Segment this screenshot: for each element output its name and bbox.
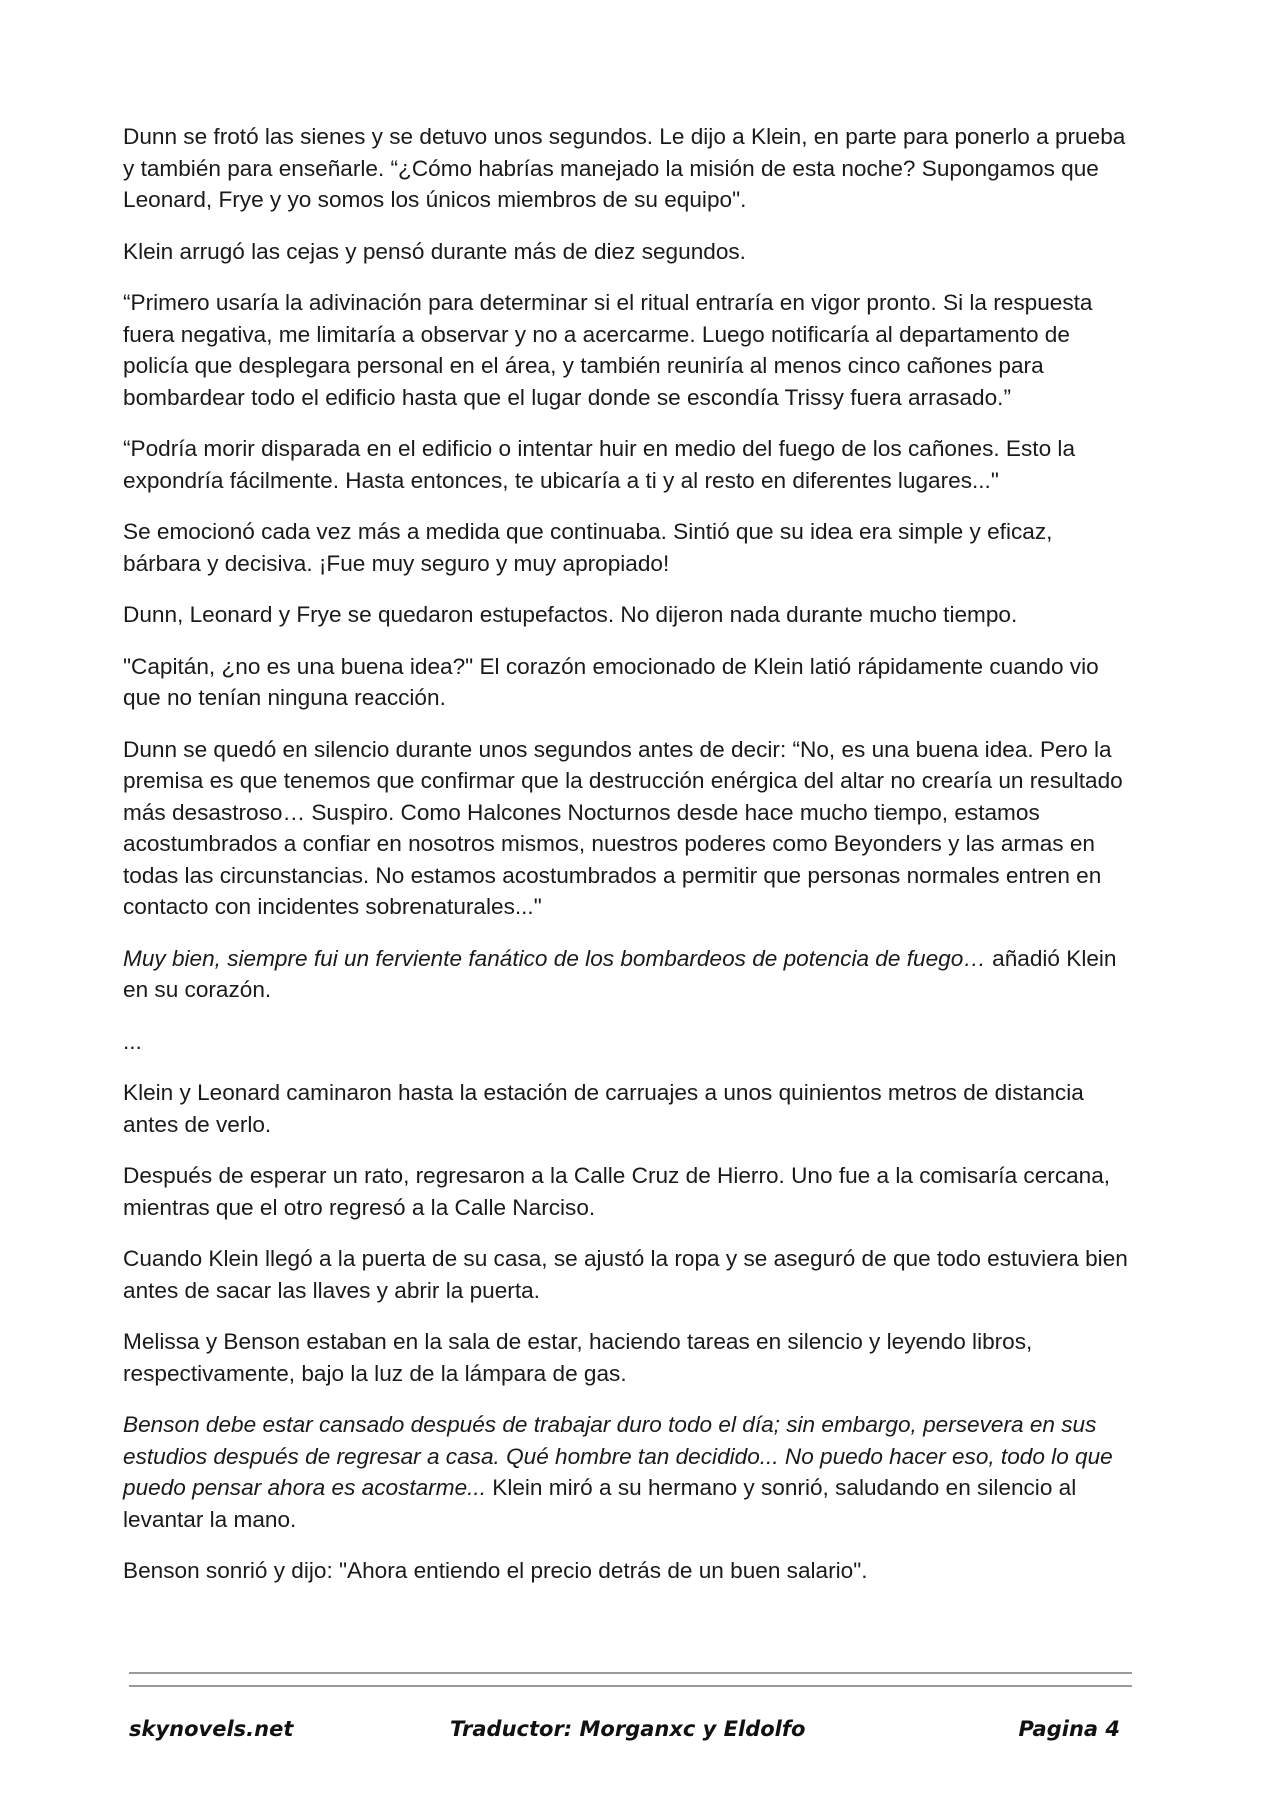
paragraph-2: Klein arrugó las cejas y pensó durante más de diez segundos. bbox=[123, 238, 746, 264]
inner-thought-text: Benson debe estar cansado después de trabajar duro todo el día; sin embargo, persevera en sus estudios después de regresar a casa. Qué hombre tan decidido... No puedo hacer eso, todo lo que puedo pensar ahora es acostarme... bbox=[123, 1412, 1113, 1500]
paragraph-8: Dunn se quedó en silencio durante unos segundos antes de decir: “No, es una buena idea. Pero la premisa es que tenemos que confirmar que la destrucción enérgica del altar no crearía un resultado más desastroso… Suspiro. Como Halcones Nocturnos desde hace mucho tiempo, estamos acostumbrados a confiar en nosotros mismos, nuestros poderes como Beyonders y las armas en todas las circunstancias. No estamos acostumbrados a permitir que personas normales entren en contacto con incidentes sobrenaturales..." bbox=[123, 736, 1123, 919]
paragraph-4: “Podría morir disparada en el edificio o intentar huir en medio del fuego de los cañones. Esto la expondría fácilmente. Hasta entonces, te ubicaría a ti y al resto en diferentes lugares..." bbox=[123, 436, 1076, 493]
paragraph-16: Benson sonrió y dijo: "Ahora entiendo el precio detrás de un buen salario". bbox=[123, 1558, 868, 1583]
footer-translator-credit: Traductor: Morganxc y Eldolfo bbox=[450, 1717, 806, 1741]
footer-divider-top bbox=[129, 1672, 1132, 1674]
inner-thought-text: Muy bien, siempre fui un ferviente fanático de los bombardeos de potencia de fuego… bbox=[123, 945, 986, 971]
paragraph-13: Cuando Klein llegó a la puerta de su casa, se ajustó la ropa y se aseguró de que todo estuviera bien antes de sacar las llaves y abrir la puerta. bbox=[123, 1246, 1128, 1303]
paragraph-12: Después de esperar un rato, regresaron a la Calle Cruz de Hierro. Uno fue a la comisaría cercana, mientras que el otro regresó a la Calle Narciso. bbox=[123, 1163, 1111, 1220]
paragraph-5: Se emocionó cada vez más a medida que continuaba. Sintió que su idea era simple y eficaz, bárbara y decisiva. ¡Fue muy seguro y muy apropiado! bbox=[123, 519, 1053, 576]
page-footer bbox=[129, 1717, 1132, 1749]
page-body bbox=[123, 121, 1135, 1607]
footer-divider-bottom bbox=[129, 1685, 1132, 1687]
paragraph-3: “Primero usaría la adivinación para determinar si el ritual entraría en vigor pronto. Si la respuesta fuera negativa, me limitaría a observar y no a acercarme. Luego notificaría al departamento de policía que desplegara personal en el área, y también reuniría al menos cinco cañones para bombardear todo el edificio hasta que el lugar donde se escondía Trissy fuera arrasado.” bbox=[123, 290, 1093, 410]
paragraph-11: Klein y Leonard caminaron hasta la estación de carruajes a unos quinientos metros de distancia antes de verlo. bbox=[123, 1080, 1084, 1137]
paragraph-7: "Capitán, ¿no es una buena idea?" El corazón emocionado de Klein latió rápidamente cuando vio que no tenían ninguna reacción. bbox=[123, 653, 1099, 710]
scene-break: ... bbox=[123, 1028, 142, 1054]
footer-page-number: Pagina 4 bbox=[1018, 1717, 1120, 1741]
narration-text: Klein miró a su hermano y sonrió, saludando en silencio al levantar la mano. bbox=[123, 1475, 1077, 1532]
paragraph-1: Dunn se frotó las sienes y se detuvo unos segundos. Le dijo a Klein, en parte para ponerlo a prueba y también para enseñarle. “¿Cómo habrías manejado la misión de esta noche? Supongamos que Leonard, Frye y yo somos los únicos miembros de su equipo". bbox=[123, 124, 1126, 212]
footer-site-name: skynovels.net bbox=[129, 1717, 294, 1741]
paragraph-6: Dunn, Leonard y Frye se quedaron estupefactos. No dijeron nada durante mucho tiempo. bbox=[123, 602, 1018, 627]
paragraph-14: Melissa y Benson estaban en la sala de estar, haciendo tareas en silencio y leyendo libros, respectivamente, bajo la luz de la lámpara de gas. bbox=[123, 1329, 1033, 1386]
paragraph-9 bbox=[123, 943, 1135, 1006]
paragraph-15 bbox=[123, 1409, 1135, 1535]
narration-text: añadió Klein en su corazón. bbox=[123, 945, 1117, 1002]
